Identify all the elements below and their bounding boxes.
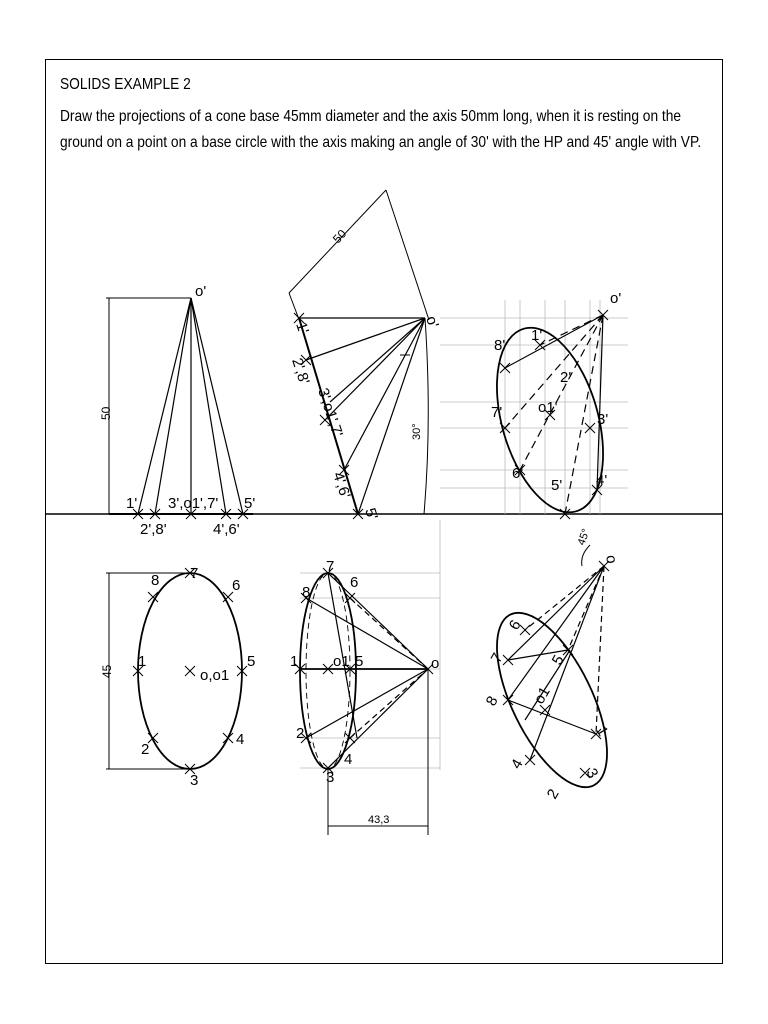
- t1-label-8: 8: [151, 572, 160, 589]
- v3-label-3: 3': [597, 411, 609, 428]
- v3-label-5: 5': [551, 477, 563, 494]
- v1-dim-50: 50: [99, 406, 113, 420]
- t3-label-2: 2: [543, 786, 563, 802]
- v2-apex-label: o': [422, 313, 442, 330]
- t1-dim-45: 45: [100, 664, 114, 678]
- t1-label-6: 6: [232, 577, 241, 594]
- v2-label-1: 1': [292, 319, 312, 336]
- t2-label-3: 3: [326, 769, 335, 786]
- v1-label-3-o1-7: 3',o1',7': [168, 495, 219, 512]
- page-title: SOLIDS EXAMPLE 2: [60, 76, 191, 93]
- t3-label-4: 4: [507, 756, 527, 772]
- v2-label-4-6: 4',6': [329, 469, 354, 501]
- t1-label-4: 4: [236, 731, 245, 748]
- t3-label-1: 1: [592, 723, 612, 740]
- t3-label-3: 3: [582, 765, 602, 782]
- t1-label-1: 1: [138, 653, 147, 670]
- v2-label-3-o1-7: 3',o1',7': [314, 385, 346, 440]
- v1-label-2-8: 2',8': [140, 521, 167, 538]
- t3-apex-label: o: [602, 553, 621, 565]
- v2-angle-30: 30°: [411, 423, 423, 440]
- v3-label-2: 2': [560, 369, 572, 386]
- t2-label-5: 5: [355, 653, 364, 670]
- problem-statement: Draw the projections of a cone base 45mm diameter and the axis 50mm long, when it is resting on the ground on a point on a base circle with the axis making an angle of 30' with the HP and 45' angle with VP.: [60, 108, 702, 151]
- v3-label-7: 7': [491, 404, 503, 421]
- t3-label-7: 7: [487, 650, 507, 666]
- t2-label-7: 7: [326, 558, 335, 575]
- t3-label-5: 5: [548, 652, 568, 668]
- t1-label-5: 5: [247, 653, 256, 670]
- top-view-final: [474, 545, 629, 803]
- v3-label-1: 1': [531, 327, 543, 344]
- v3-label-6: 6': [512, 465, 524, 482]
- t3-label-6: 6: [505, 617, 525, 633]
- v2-label-5: 5': [361, 505, 381, 522]
- v2-dim-50: 50: [329, 226, 350, 247]
- v3-apex-label: o': [610, 290, 622, 307]
- t2-label-2: 2: [296, 725, 305, 742]
- t3-angle-45: 45°: [575, 527, 593, 548]
- t3-label-8: 8: [482, 693, 502, 709]
- t1-label-2: 2: [141, 741, 150, 758]
- t2-label-1: 1: [290, 653, 299, 670]
- v3-label-4: 4': [596, 472, 608, 489]
- t2-label-o: o: [431, 655, 440, 672]
- v2-label-2-8: 2',8': [288, 355, 313, 387]
- t1-label-o-o1: o,o1: [200, 667, 230, 684]
- t2-dim-43-3: 43,3: [368, 814, 390, 826]
- front-view-initial: [106, 298, 256, 519]
- v3-label-8: 8': [494, 337, 506, 354]
- t3-label-o1: o1: [530, 684, 554, 707]
- t1-label-3: 3: [190, 772, 199, 789]
- top-view-tilted: [295, 520, 440, 835]
- t2-label-6: 6: [350, 574, 359, 591]
- v1-apex-label: o': [195, 283, 207, 300]
- t2-label-4: 4: [344, 751, 353, 768]
- v3-label-o1: o1': [538, 399, 558, 416]
- front-view-tilted: [289, 190, 429, 519]
- t1-label-7: 7: [190, 565, 199, 582]
- v1-label-5: 5': [244, 495, 256, 512]
- v1-label-1: 1': [126, 495, 138, 512]
- t2-label-8: 8: [302, 584, 311, 601]
- v1-label-4-6: 4',6': [213, 521, 240, 538]
- t2-label-o1: o1: [333, 653, 350, 670]
